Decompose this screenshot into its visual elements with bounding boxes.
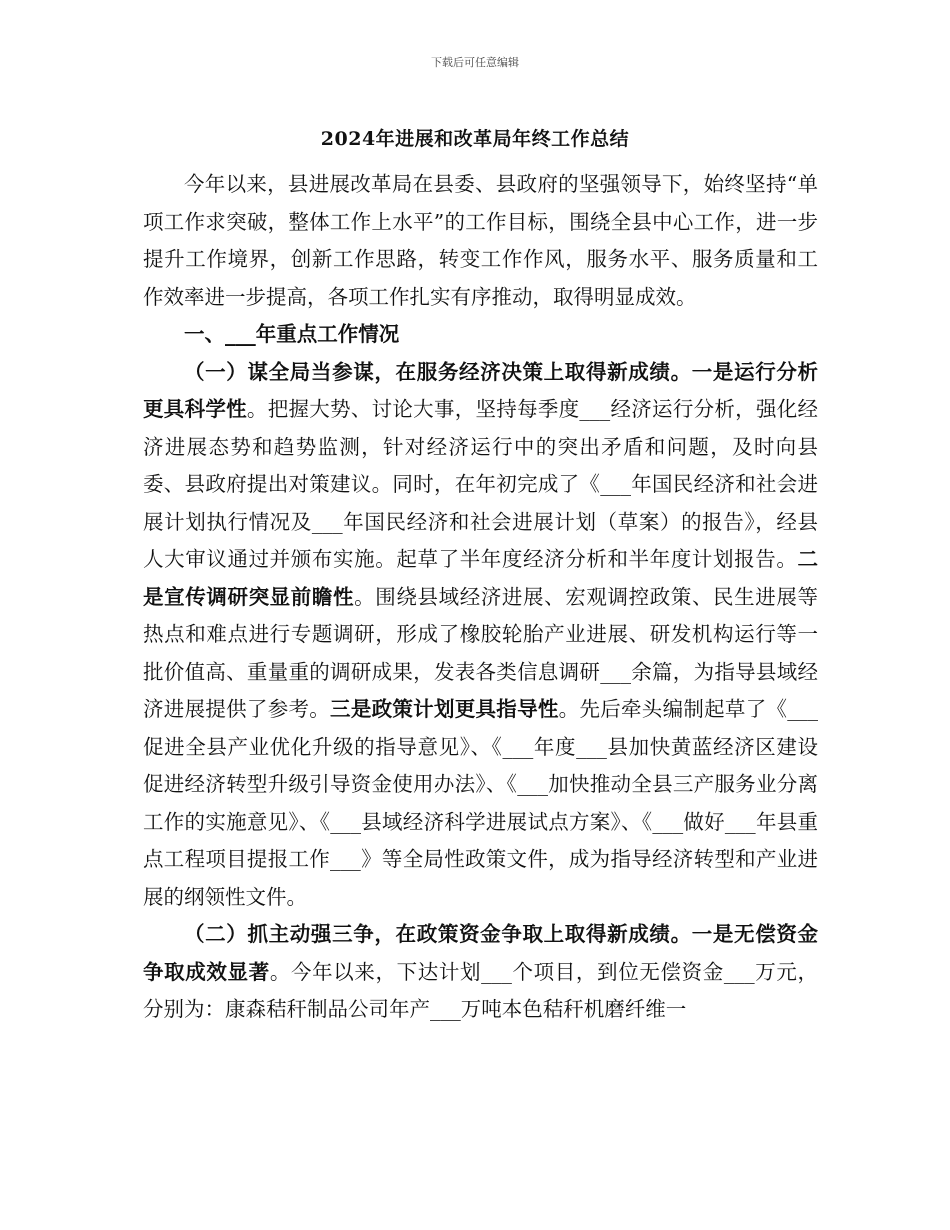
bold-lead: （二）抓主动强三争，在政策资金争取上取得新成绩。一是无偿资金争取成效显著 [143,922,818,984]
bold-point: 二是宣传调研突显前瞻性 [143,547,818,609]
paragraph-decision-service [143,354,818,917]
paragraph-funding [143,916,818,1029]
header-note: 下载后可任意编辑 [431,56,519,69]
intro-paragraph: 今年以来，县进展改革局在县委、县政府的坚强领导下，始终坚持“单项工作求突破，整体工作上水平”的工作目标，围绕全县中心工作，进一步提升工作境界，创新工作思路，转变工作作风，服务水平、服务质量和工作效率进一步提高，各项工作扎实有序推动，取得明显成效。 [143,172,818,309]
paragraph-text: 。今年以来，下达计划___个项目，到位无偿资金___万元，分别为：康森秸秆制品公司年产___万吨本色秸秆机磨纤维一 [143,959,819,1021]
bold-lead: （一）谋全局当参谋，在服务经济决策上取得新成绩。一是运行分析更具科学性 [143,359,818,421]
paragraph-text: 。围绕县域经济进展、宏观调控政策、民生进展等热点和难点进行专题调研，形成了橡胶轮胎产业进展、研发机构运行等一批价值高、重量重的调研成果，发表各类信息调研___余篇，为指导县域经济进展提供了参考。 [143,584,819,721]
paragraph-text: 。先后牵头编制起草了《___促进全县产业优化升级的指导意见》、《___年度___县加快黄蓝经济区建设促进经济转型升级引导资金使用办法》、《___加快推动全县三产服务业分离工作的实施意见》、《___县域经济科学进展试点方案》、《___做好___年县重点工程项目提报工作___》等全局性政策文件，成为指导经济转型和产业进展的纲领性文件。 [143,697,819,909]
bold-point: 三是政策计划更具指导性 [330,697,559,721]
section-heading: 一、___年重点工作情况 [184,322,400,346]
document-body [143,166,818,1029]
paragraph-text: 。把握大势、讨论大事，坚持每季度___经济运行分析，强化经济进展态势和趋势监测，针对经济运行中的突出矛盾和问题，及时向县委、县政府提出对策建议。同时，在年初完成了《___年国民经济和社会进展计划执行情况及___年国民经济和社会进展计划（草案）的报告》，经县人大审议通过并颁布实施。起草了半年度经济分析和半年度计划报告。 [143,397,819,571]
document-title: 2024年进展和改革局年终工作总结 [320,128,630,150]
